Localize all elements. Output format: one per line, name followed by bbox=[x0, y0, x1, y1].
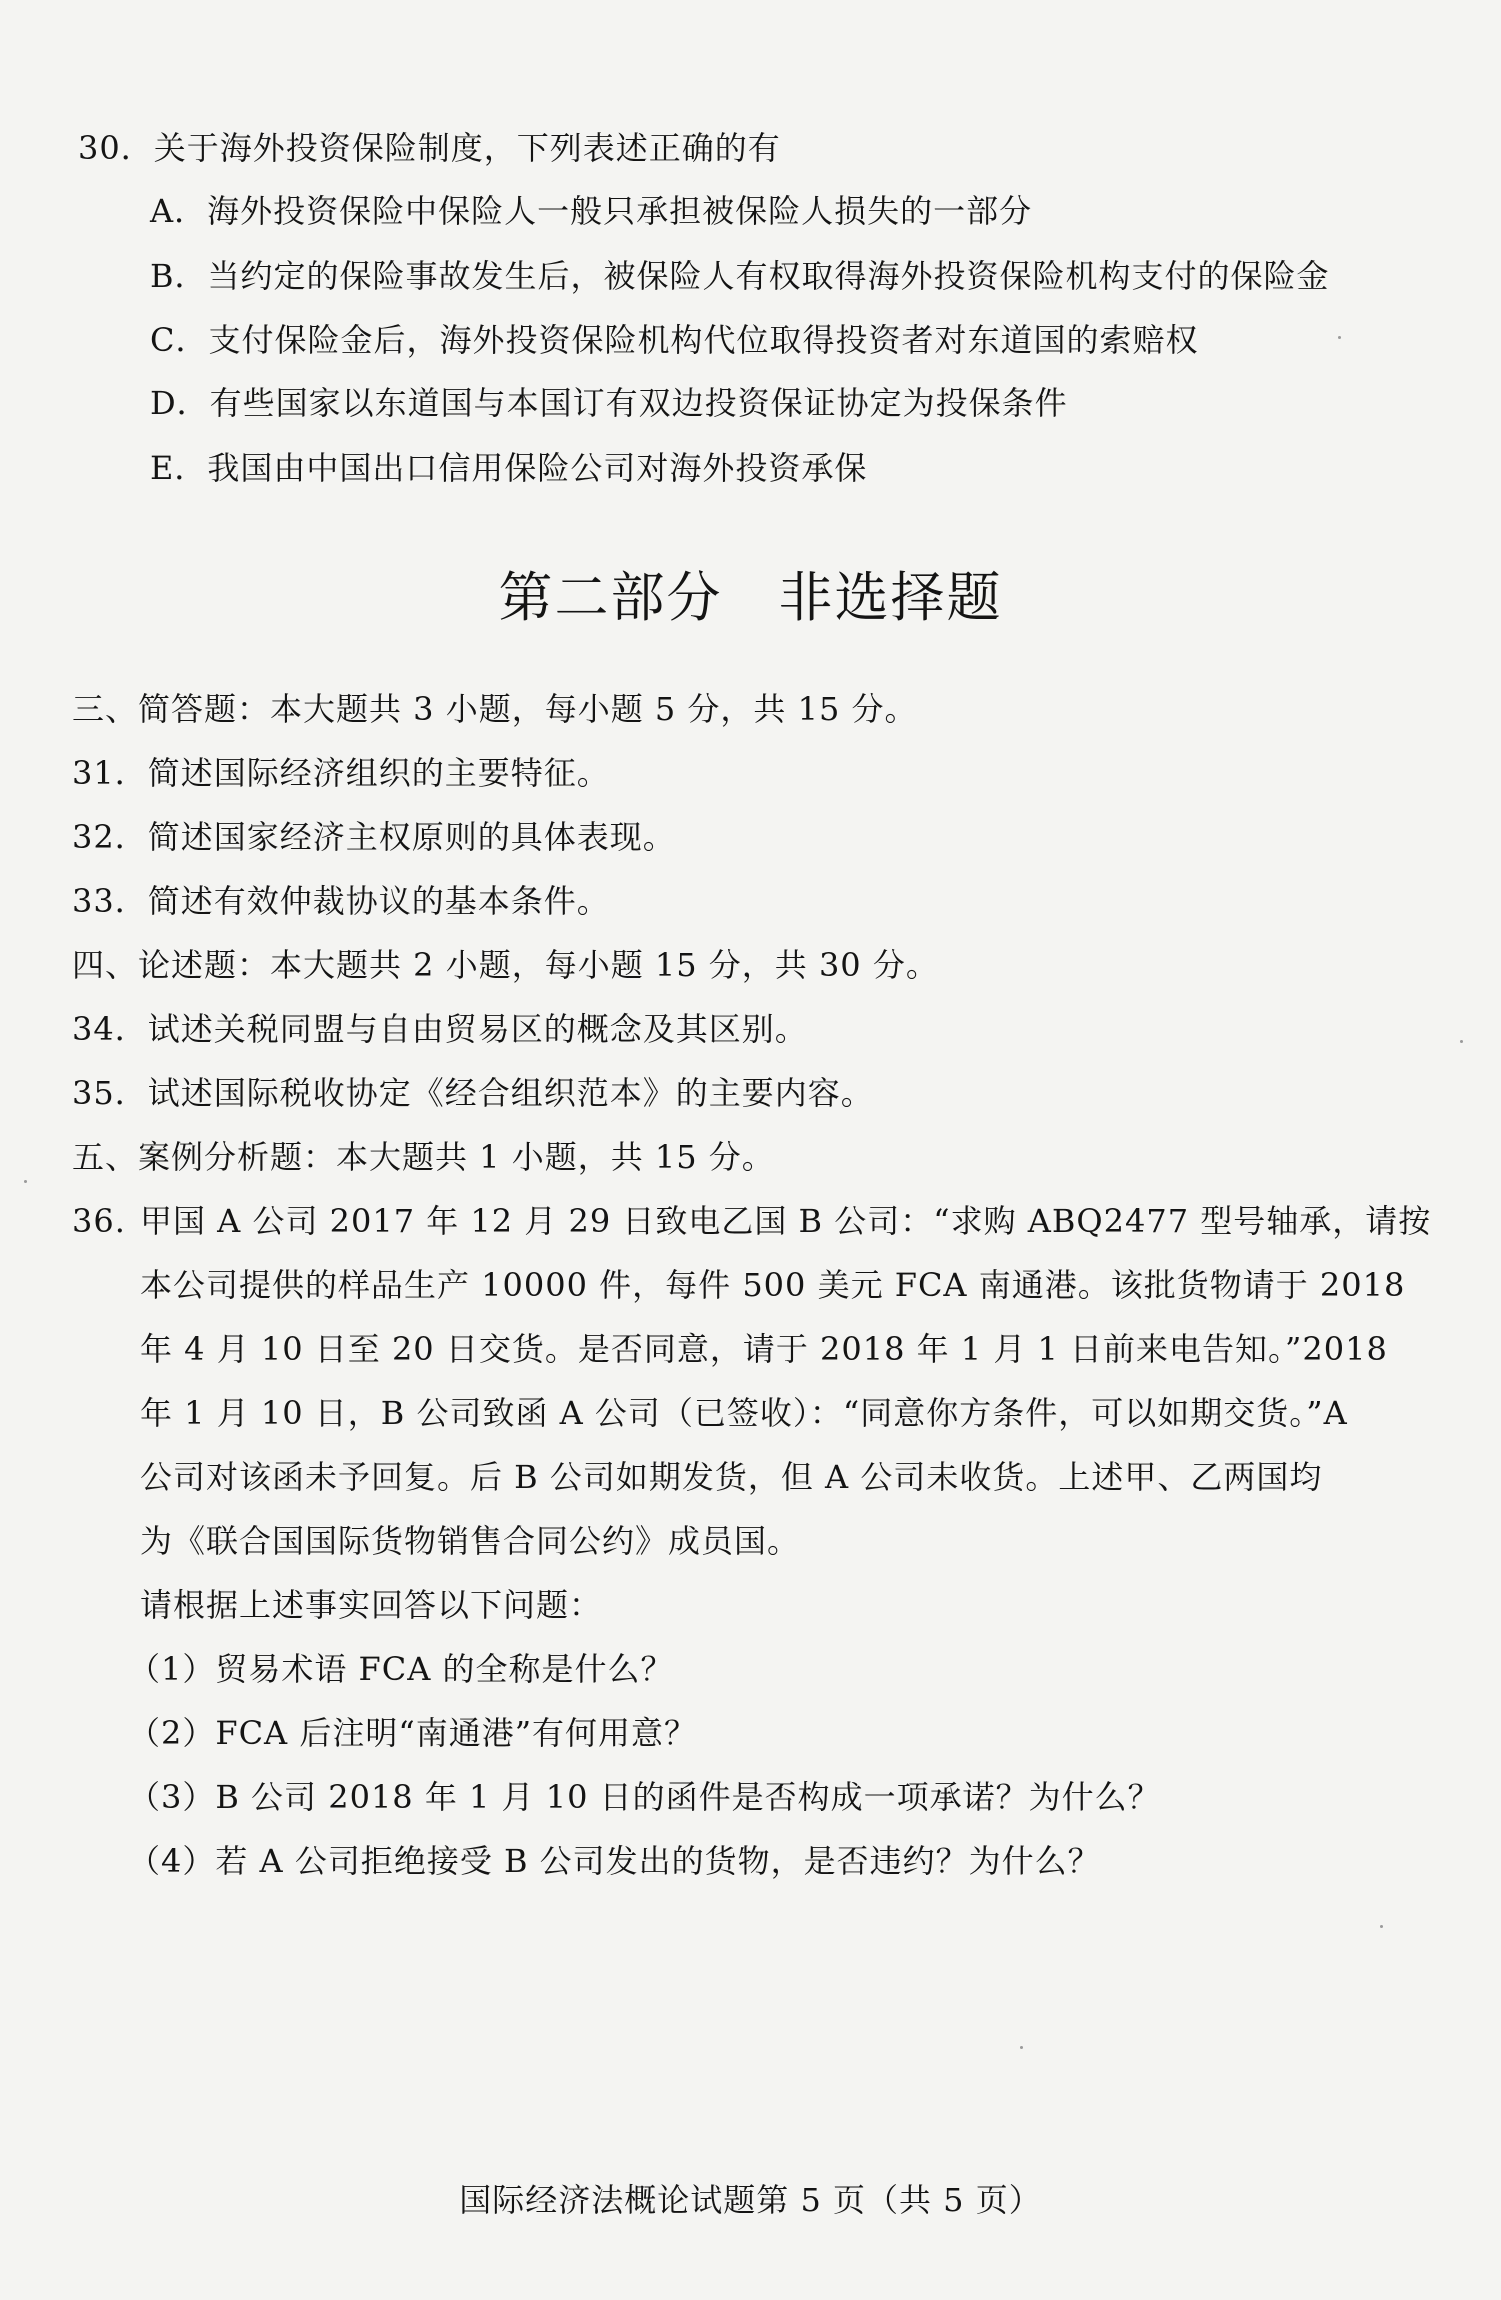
question-36-prompt: 请根据上述事实回答以下问题： bbox=[140, 1586, 603, 1624]
scan-speck bbox=[1460, 1040, 1463, 1043]
question-36-line-1: 甲国 A 公司 2017 年 12 月 29 日致电乙国 B 公司：“求购 ABQ2477 型号轴承，请按 bbox=[140, 1202, 1432, 1240]
sub-question-1: （1）贸易术语 FCA 的全称是什么？ bbox=[128, 1650, 674, 1688]
question-36-line-6: 为《联合国国际货物销售合同公约》成员国。 bbox=[140, 1522, 801, 1560]
question-33: 33．简述有效仲裁协议的基本条件。 bbox=[72, 882, 610, 920]
question-30-option-e: E．我国由中国出口信用保险公司对海外投资承保 bbox=[150, 449, 868, 487]
question-36-line-5: 公司对该函未予回复。后 B 公司如期发货，但 A 公司未收货。上述甲、乙两国均 bbox=[140, 1458, 1323, 1496]
scan-speck bbox=[1380, 1925, 1383, 1928]
scan-speck bbox=[24, 1180, 27, 1183]
part-two-title: 第二部分 非选择题 bbox=[498, 566, 1003, 629]
question-30-option-b: B．当约定的保险事故发生后，被保险人有权取得海外投资保险机构支付的保险金 bbox=[150, 257, 1330, 295]
question-36-number: 36. bbox=[72, 1202, 126, 1240]
section-four-heading: 四、论述题：本大题共 2 小题，每小题 15 分，共 30 分。 bbox=[72, 946, 939, 984]
page-footer: 国际经济法概论试题第 5 页（共 5 页） bbox=[459, 2181, 1042, 2219]
scan-speck bbox=[1338, 336, 1341, 339]
section-five-heading: 五、案例分析题：本大题共 1 小题，共 15 分。 bbox=[72, 1138, 775, 1176]
question-30-option-d: D．有些国家以东道国与本国订有双边投资保证协定为投保条件 bbox=[150, 384, 1068, 422]
sub-question-2: （2）FCA 后注明“南通港”有何用意？ bbox=[128, 1714, 698, 1752]
question-36-line-3: 年 4 月 10 日至 20 日交货。是否同意，请于 2018 年 1 月 1 日前来电告知。”2018 bbox=[140, 1330, 1388, 1368]
question-31: 31．简述国际经济组织的主要特征。 bbox=[72, 754, 610, 792]
question-30-option-c: C．支付保险金后，海外投资保险机构代位取得投资者对东道国的索赔权 bbox=[150, 321, 1199, 359]
question-36-line-2: 本公司提供的样品生产 10000 件，每件 500 美元 FCA 南通港。该批货物请于 2018 bbox=[140, 1266, 1406, 1304]
question-34: 34．试述关税同盟与自由贸易区的概念及其区别。 bbox=[72, 1010, 808, 1048]
question-30-option-a: A．海外投资保险中保险人一般只承担被保险人损失的一部分 bbox=[150, 192, 1033, 230]
question-32: 32．简述国家经济主权原则的具体表现。 bbox=[72, 818, 676, 856]
sub-question-4: （4）若 A 公司拒绝接受 B 公司发出的货物，是否违约？为什么？ bbox=[128, 1842, 1101, 1880]
scan-speck bbox=[1020, 2046, 1023, 2049]
sub-question-3: （3）B 公司 2018 年 1 月 10 日的函件是否构成一项承诺？为什么？ bbox=[128, 1778, 1161, 1816]
question-36-line-4: 年 1 月 10 日，B 公司致函 A 公司（已签收）：“同意你方条件，可以如期交货。”A bbox=[140, 1394, 1348, 1432]
section-three-heading: 三、简答题：本大题共 3 小题，每小题 5 分，共 15 分。 bbox=[72, 690, 918, 728]
question-30-stem: 30．关于海外投资保险制度，下列表述正确的有 bbox=[78, 129, 781, 167]
question-35: 35．试述国际税收协定《经合组织范本》的主要内容。 bbox=[72, 1074, 874, 1112]
